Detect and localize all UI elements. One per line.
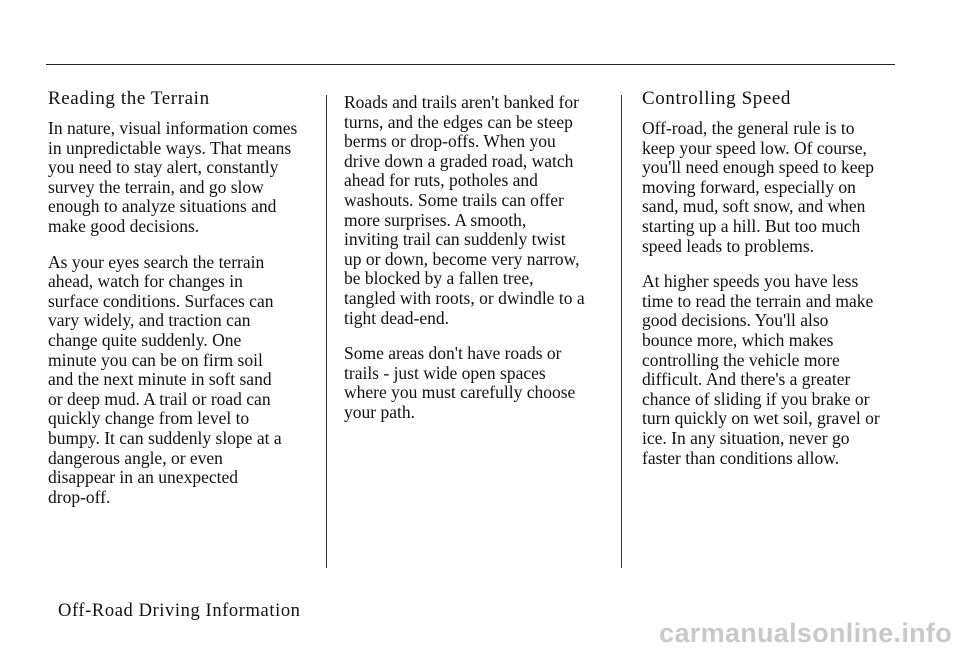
- right-column: [642, 88, 907, 484]
- left-column: [48, 88, 320, 523]
- paragraph: Some areas don't have roads or trails - just wide open spaces where you must carefully choose your path.: [344, 343, 576, 422]
- column-divider-right: [621, 95, 622, 568]
- footer-section-title: Off-Road Driving Information: [58, 601, 301, 621]
- watermark: carmanualsonline.info: [659, 618, 952, 648]
- paragraph: Off-road, the general rule is to keep your speed low. Of course, you'll need enough speed to keep moving forward, especially on sand, mud, soft snow, and when starting up a hill. But too much speed leads to problems.: [642, 118, 875, 256]
- paragraph: In nature, visual information comes in unpredictable ways. That means you need to stay alert, constantly survey the terrain, and go slow enough to analyze situations and make good decisions.: [48, 118, 298, 236]
- paragraph: Roads and trails aren't banked for turns, and the edges can be steep berms or drop-offs. When you drive down a graded road, watch ahead for ruts, potholes and washouts. Some trails can offer more surprises. A smooth, inviting trail can suddenly twist up or down, become very narrow, be blocked by a fallen tree, tangled with roots, or dwindle to a tight dead-end.: [344, 92, 585, 328]
- column-divider-left: [326, 95, 327, 568]
- top-rule: [46, 64, 895, 65]
- middle-column: [344, 93, 614, 439]
- section-heading-controlling-speed: Controlling Speed: [642, 88, 791, 109]
- section-heading-reading-terrain: Reading the Terrain: [48, 88, 210, 109]
- paragraph: At higher speeds you have less time to read the terrain and make good decisions. You'll also bounce more, which makes controlling the vehicle more difficult. And there's a greater chance of sliding if you brake or turn quickly on wet soil, gravel or ice. In any situation, never go faster than conditions allow.: [642, 271, 880, 468]
- paragraph: As your eyes search the terrain ahead, watch for changes in surface conditions. Surfaces can vary widely, and traction can change quite suddenly. One minute you can be on firm soil and the next minute in soft sand or deep mud. A trail or road can quickly change from level to bumpy. It can suddenly slope at a dangerous angle, or even disappear in an unexpected drop-off.: [48, 251, 282, 507]
